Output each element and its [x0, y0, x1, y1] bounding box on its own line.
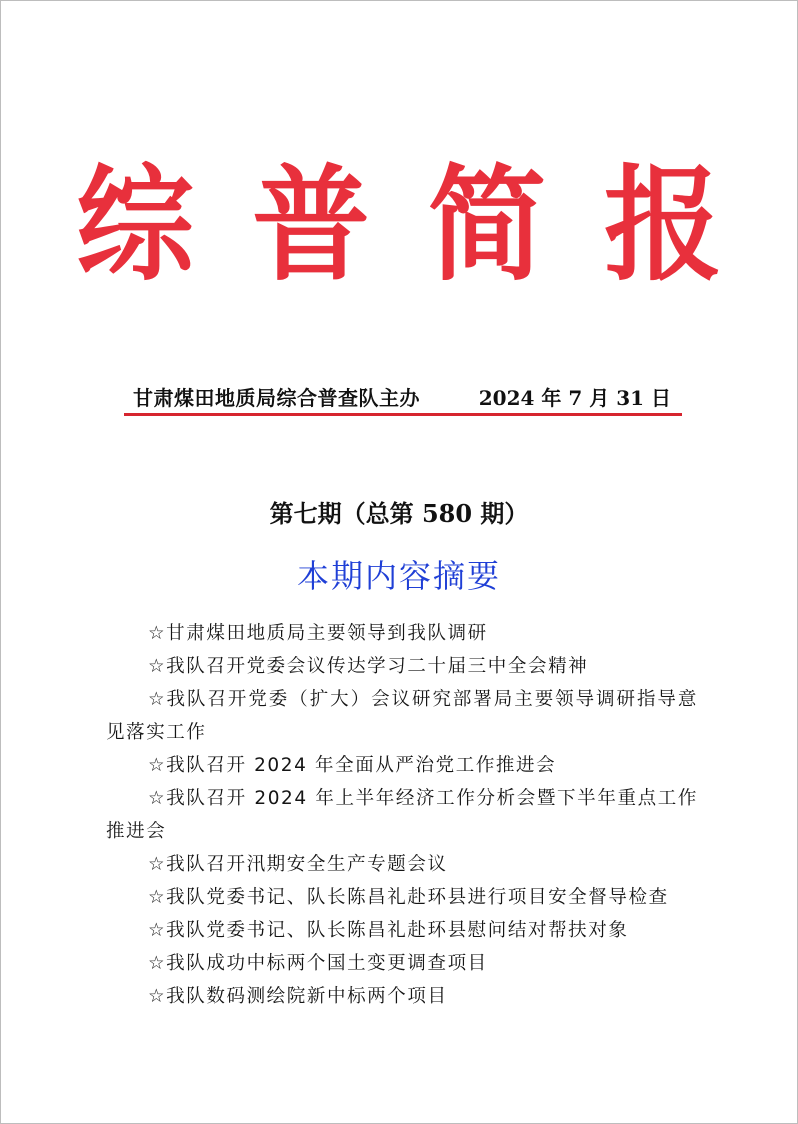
publish-date: 2024 年 7 月 31 日: [478, 385, 671, 410]
contents-item[interactable]: ☆我队召开 2024 年全面从严治党工作推进会: [148, 755, 557, 776]
masthead-char: 报: [604, 152, 723, 298]
sponsor-text: 甘肃煤田地质局综合普查队主办: [133, 385, 420, 410]
contents-item[interactable]: ☆我队党委书记、队长陈昌礼赴环县慰问结对帮扶对象: [148, 920, 629, 941]
red-divider: [124, 413, 682, 416]
contents-item[interactable]: ☆甘肃煤田地质局主要领导到我队调研: [148, 623, 488, 644]
contents-item[interactable]: ☆我队成功中标两个国土变更调查项目: [148, 953, 488, 974]
contents-item[interactable]: ☆我队召开 2024 年上半年经济工作分析会暨下半年重点工作推进会: [106, 788, 698, 842]
masthead-char: 简: [428, 152, 547, 298]
contents-item[interactable]: ☆我队召开党委会议传达学习二十届三中全会精神: [148, 656, 589, 677]
sponsor-line: [125, 380, 681, 412]
contents-item[interactable]: ☆我队召开汛期安全生产专题会议: [148, 854, 448, 875]
issue-number: 第七期（总第 580 期）: [269, 499, 529, 528]
contents-item[interactable]: ☆我队党委书记、队长陈昌礼赴环县进行项目安全督导检查: [148, 887, 669, 908]
masthead-char: 普: [251, 152, 370, 298]
contents-item[interactable]: ☆我队数码测绘院新中标两个项目: [148, 986, 448, 1007]
masthead-char: 综: [75, 152, 194, 298]
summary-heading: 本期内容摘要: [296, 557, 501, 595]
contents-item[interactable]: ☆我队召开党委（扩大）会议研究部署局主要领导调研指导意见落实工作: [106, 689, 698, 743]
contents-list: [106, 617, 698, 1013]
masthead-title: [0, 152, 798, 298]
